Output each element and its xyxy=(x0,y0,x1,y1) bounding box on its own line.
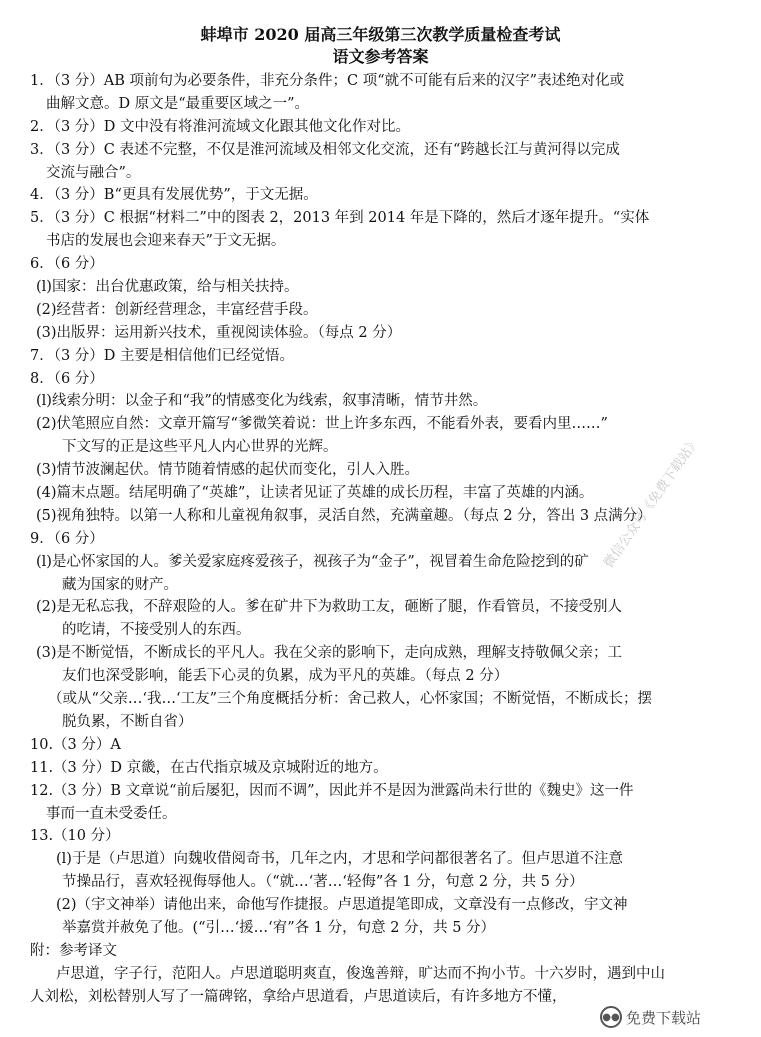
answer-line: 举嘉赏并赦免了他。(“引…‘援…‘宥”各 1 分，句意 2 分，共 5 分） xyxy=(62,919,496,936)
answer-line: (2)伏笔照应自然：文章开篇写“爹微笑着说：世上许多东西，不能看外表，要看内里……” xyxy=(36,416,608,433)
answer-line: (3)出版界：运用新兴技术，重视阅读体验。（每点 2 分） xyxy=(36,324,402,341)
badge-label: 免费下载站 xyxy=(626,1008,702,1027)
answer-line: 友们也深受影响，能丢下心灵的负累，成为平凡的英雄。（每点 2 分） xyxy=(62,668,509,685)
answer-line: 12.（3 分）B 文章说“前后屡犯，因而不调”，因此并不是因为泄露尚未行世的《魏史》这一件 xyxy=(30,782,634,799)
answer-line: 藏为国家的财产。 xyxy=(62,576,178,593)
answer-line: 卢思道，字子行，范阳人。卢思道聪明爽直，俊逸善辩，旷达而不拘小节。十六岁时，遇到中山 xyxy=(56,965,665,982)
answer-line: 7．（3 分）D 主要是相信他们已经觉悟。 xyxy=(30,347,295,364)
answer-line: 10.（3 分）A xyxy=(30,736,121,753)
answer-line: 事而一直未受委任。 xyxy=(46,805,177,822)
answer-line: (l)是心怀家国的人。爹关爱家庭疼爱孩子，视孩子为“金子”，视冒着生命危险挖到的矿 xyxy=(36,553,589,570)
answer-line: （或从“父亲…‘我…‘工友”三个角度概括分析：舍己救人，心怀家国；不断觉悟，不断成长；摆 xyxy=(48,691,653,708)
answer-line: (4)篇末点题。结尾明确了“英雄”，让读者见证了英雄的成长历程，丰富了英雄的内涵。 xyxy=(36,485,594,502)
answer-line: (3)是不断觉悟，不断成长的平凡人。我在父亲的影响下，走向成熟，理解支持敬佩父亲；工 xyxy=(36,645,623,662)
answer-line: 6．（6 分） xyxy=(30,256,104,273)
answer-line: (2)（宇文神举）请他出来，命他写作捷报。卢思道提笔即成，文章没有一点修改，宇文神 xyxy=(56,897,628,914)
answer-line: 1．（3 分）AB 项前句为必要条件，非充分条件；C 项“就不可能有后来的汉字”表述绝对化或 xyxy=(30,73,625,89)
document-title: 蚌埠市 2020 届高三年级第三次教学质量检查考试 xyxy=(200,25,561,44)
answer-line: 13.（10 分） xyxy=(30,828,120,845)
answer-body xyxy=(26,70,746,1009)
answer-line: (2)经营者：创新经营理念，丰富经营手段。 xyxy=(36,301,318,318)
answer-line: 5．（3 分）C 根据“材料二”中的图表 2，2013 年到 2014 年是下降的，然后才逐年提升。“实体 xyxy=(30,210,650,227)
answer-line: 曲解文意。D 原文是“最重要区域之一”。 xyxy=(46,95,310,112)
answer-line: (5)视角独特。以第一人称和儿童视角叙事，灵活自然，充满童趣。（每点 2 分，答出 3 点满分） xyxy=(36,507,652,524)
answer-line: 11.（3 分）D 京畿，在古代指京城及京城附近的地方。 xyxy=(30,759,388,776)
answer-line: 附：参考译文 xyxy=(30,942,117,959)
answer-line: 节操品行，喜欢轻视侮辱他人。（“就…‘著…‘轻侮”各 1 分，句意 2 分，共 5 分） xyxy=(62,874,584,891)
answer-line: (3)情节波澜起伏。情节随着情感的起伏而变化，引人入胜。 xyxy=(36,462,420,479)
answer-line: 9．（6 分） xyxy=(30,530,104,547)
answer-line: 2．（3 分）D 文中没有将淮河流域文化跟其他文化作对比。 xyxy=(30,118,411,135)
answer-line: 人刘松，刘松替别人写了一篇碑铭，拿给卢思道看，卢思道读后，有许多地方不懂， xyxy=(30,988,567,1005)
answer-line: (2)是无私忘我，不辞艰险的人。爹在矿井下为救助工友，砸断了腿，作看管员，不接受别人 xyxy=(36,599,623,616)
wechat-icon: ●● xyxy=(600,1006,622,1028)
source-badge xyxy=(600,1004,707,1030)
answer-line: 3．（3 分）C 表述不完整，不仅是淮河流域及相邻文化交流，还有“跨越长江与黄河得以完成 xyxy=(30,141,620,158)
document-subtitle: 语文参考答案 xyxy=(332,47,429,66)
answer-line: (l)国家：出台优惠政策，给与相关扶持。 xyxy=(36,279,299,296)
answer-line: 脱负累，不断自省） xyxy=(62,713,193,730)
answer-line: 交流与融合”。 xyxy=(46,164,141,181)
answer-line: 8．（6 分） xyxy=(30,370,104,387)
answer-line: 下文写的正是这些平凡人内心世界的光辉。 xyxy=(62,439,338,456)
answer-line: 4．（3 分）B“更具有发展优势”，于文无据。 xyxy=(30,187,318,204)
watermark-text: 微信公众号《免费下载站》 xyxy=(601,434,704,571)
answer-line: 的吃请，不接受别人的东西。 xyxy=(62,622,251,639)
answer-line: (l)线索分明：以金子和“我”的情感变化为线索，叙事清晰，情节井然。 xyxy=(36,393,488,410)
answer-line: 书店的发展也会迎来春天”于文无据。 xyxy=(46,233,286,250)
answer-line: (l)于是（卢思道）向魏收借阅奇书，几年之内，才思和学问都很著名了。但卢思道不注意 xyxy=(56,851,623,868)
